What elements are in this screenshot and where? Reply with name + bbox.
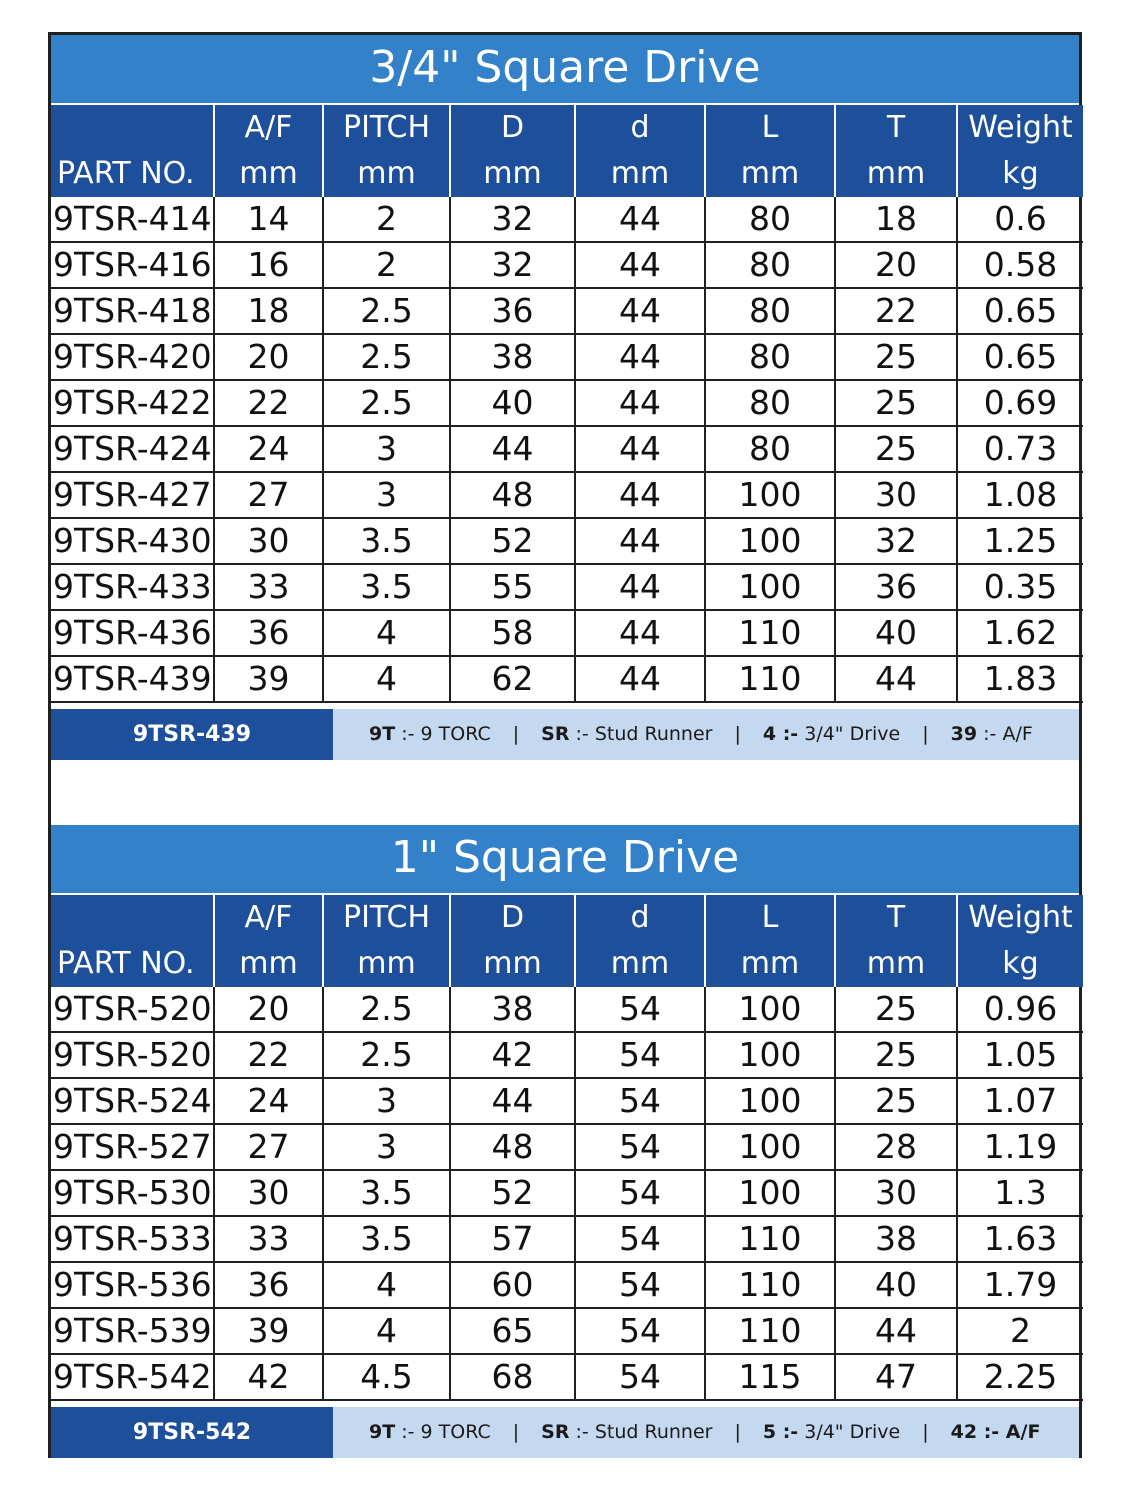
table-cell: 2.5 (323, 288, 450, 334)
table-cell: 54 (575, 1170, 705, 1216)
column-header-label: L (761, 900, 779, 935)
section-title: 3/4" Square Drive (51, 35, 1079, 105)
table-cell: 80 (705, 242, 835, 288)
table-cell: 54 (575, 1124, 705, 1170)
spec-table (51, 895, 1083, 1401)
table-row (51, 334, 1083, 380)
table-cell: 2.5 (323, 334, 450, 380)
legend-separator: | (922, 1421, 929, 1443)
part-number-cell: 9TSR-427 (51, 472, 214, 518)
part-number-cell: 9TSR-542 (51, 1354, 214, 1400)
column-header-unit: mm (610, 156, 670, 191)
table-cell: 80 (705, 426, 835, 472)
table-cell: 44 (575, 197, 705, 242)
column-header-label: T (886, 110, 906, 145)
table-row (51, 1170, 1083, 1216)
table-cell: 4 (323, 610, 450, 656)
column-header-unit: mm (357, 156, 416, 191)
legend-text: :- 9 TORC (395, 1421, 491, 1443)
part-code-legend (51, 1407, 1079, 1458)
part-number-cell: 9TSR-433 (51, 564, 214, 610)
legend-text: :- Stud Runner (569, 1421, 713, 1443)
table-cell: 30 (214, 518, 323, 564)
section-1-square-drive (51, 825, 1079, 1458)
table-cell: 32 (450, 197, 575, 242)
table-cell: 3.5 (323, 564, 450, 610)
column-header-label: d (630, 900, 650, 935)
column-header (705, 895, 835, 987)
table-cell: 3 (323, 1124, 450, 1170)
table-cell: 3 (323, 1078, 450, 1124)
table-cell: 40 (835, 610, 957, 656)
table-cell: 22 (835, 288, 957, 334)
column-header-unit: mm (866, 156, 926, 191)
table-cell: 2.5 (323, 987, 450, 1032)
legend-text: 3/4" Drive (798, 1421, 901, 1443)
header-row (51, 105, 1083, 197)
column-header (575, 105, 705, 197)
table-cell: 4 (323, 1308, 450, 1354)
column-header (835, 105, 957, 197)
table-cell: 54 (575, 1078, 705, 1124)
part-number-cell: 9TSR-424 (51, 426, 214, 472)
table-cell: 36 (450, 288, 575, 334)
column-header-label: PITCH (342, 900, 430, 935)
table-cell: 4.5 (323, 1354, 450, 1400)
table-row (51, 1124, 1083, 1170)
table-cell: 1.07 (957, 1078, 1083, 1124)
table-cell: 110 (705, 1262, 835, 1308)
table-cell: 1.63 (957, 1216, 1083, 1262)
table-cell: 100 (705, 1032, 835, 1078)
column-header-label: L (761, 110, 779, 145)
table-cell: 0.65 (957, 334, 1083, 380)
table-cell: 44 (575, 288, 705, 334)
part-number-cell: 9TSR-539 (51, 1308, 214, 1354)
table-cell: 2 (957, 1308, 1083, 1354)
table-cell: 42 (214, 1354, 323, 1400)
table-cell: 2.25 (957, 1354, 1083, 1400)
column-header (705, 105, 835, 197)
table-cell: 80 (705, 334, 835, 380)
table-cell: 44 (835, 656, 957, 702)
column-header-unit: PART NO. (57, 946, 195, 981)
table-cell: 36 (214, 1262, 323, 1308)
table-cell: 44 (575, 564, 705, 610)
column-header-unit: mm (866, 946, 926, 981)
table-row (51, 656, 1083, 702)
table-cell: 54 (575, 1262, 705, 1308)
part-number-cell: 9TSR-520 (51, 987, 214, 1032)
column-header-unit: mm (239, 946, 298, 981)
table-cell: 30 (835, 472, 957, 518)
part-number-cell: 9TSR-527 (51, 1124, 214, 1170)
table-cell: 20 (835, 242, 957, 288)
table-cell: 110 (705, 1308, 835, 1354)
table-cell: 33 (214, 1216, 323, 1262)
table-cell: 24 (214, 426, 323, 472)
column-header (957, 895, 1083, 987)
part-number-cell: 9TSR-414 (51, 197, 214, 242)
table-cell: 58 (450, 610, 575, 656)
legend-key: 42 :- A/F (950, 1421, 1041, 1443)
column-header-unit: PART NO. (57, 156, 195, 191)
table-cell: 80 (705, 197, 835, 242)
column-header (835, 895, 957, 987)
table-cell: 38 (835, 1216, 957, 1262)
table-cell: 30 (835, 1170, 957, 1216)
table-cell: 0.65 (957, 288, 1083, 334)
legend-text: :- Stud Runner (569, 723, 713, 745)
table-cell: 28 (835, 1124, 957, 1170)
legend-separator: | (922, 723, 929, 745)
table-cell: 100 (705, 1124, 835, 1170)
legend-key: SR (541, 723, 570, 745)
table-cell: 44 (575, 656, 705, 702)
table-cell: 80 (705, 380, 835, 426)
table-cell: 55 (450, 564, 575, 610)
legend-key: 9T (369, 1421, 396, 1443)
table-cell: 24 (214, 1078, 323, 1124)
table-cell: 44 (450, 1078, 575, 1124)
table-cell: 44 (575, 334, 705, 380)
column-header-label: A/F (244, 900, 293, 935)
table-cell: 4 (323, 1262, 450, 1308)
table-cell: 0.96 (957, 987, 1083, 1032)
table-cell: 42 (450, 1032, 575, 1078)
table-cell: 25 (835, 334, 957, 380)
table-row (51, 288, 1083, 334)
table-cell: 100 (705, 564, 835, 610)
table-cell: 4 (323, 656, 450, 702)
table-cell: 44 (575, 518, 705, 564)
table-cell: 3 (323, 472, 450, 518)
table-cell: 38 (450, 334, 575, 380)
part-number-cell: 9TSR-533 (51, 1216, 214, 1262)
section-3-4-square-drive (51, 35, 1079, 760)
column-header (450, 895, 575, 987)
column-header-label: D (500, 900, 525, 935)
column-header-unit: kg (1002, 156, 1039, 191)
table-row (51, 987, 1083, 1032)
table-cell: 100 (705, 518, 835, 564)
table-cell: 44 (575, 472, 705, 518)
table-cell: 44 (450, 426, 575, 472)
table-row (51, 610, 1083, 656)
table-cell: 1.62 (957, 610, 1083, 656)
table-cell: 33 (214, 564, 323, 610)
table-cell: 1.05 (957, 1032, 1083, 1078)
part-number-cell: 9TSR-530 (51, 1170, 214, 1216)
table-row (51, 472, 1083, 518)
part-number-cell: 9TSR-524 (51, 1078, 214, 1124)
table-cell: 36 (214, 610, 323, 656)
table-cell: 25 (835, 987, 957, 1032)
table-cell: 44 (575, 242, 705, 288)
table-cell: 44 (575, 610, 705, 656)
table-cell: 54 (575, 1354, 705, 1400)
part-number-cell: 9TSR-430 (51, 518, 214, 564)
legend-key: 4 :- (762, 723, 799, 745)
table-cell: 1.3 (957, 1170, 1083, 1216)
table-cell: 2.5 (323, 1032, 450, 1078)
column-header (323, 105, 450, 197)
table-cell: 62 (450, 656, 575, 702)
legend-separator: | (734, 1421, 741, 1443)
table-cell: 14 (214, 197, 323, 242)
table-cell: 115 (705, 1354, 835, 1400)
legend-key: 39 (950, 723, 978, 745)
legend-key: 5 :- (762, 1421, 799, 1443)
table-cell: 30 (214, 1170, 323, 1216)
table-cell: 44 (575, 426, 705, 472)
table-cell: 60 (450, 1262, 575, 1308)
table-row (51, 1078, 1083, 1124)
column-header-unit: mm (357, 946, 416, 981)
table-cell: 25 (835, 1078, 957, 1124)
table-row (51, 380, 1083, 426)
code-breakdown (333, 1407, 1079, 1458)
table-cell: 54 (575, 987, 705, 1032)
table-cell: 27 (214, 1124, 323, 1170)
column-header-label: Weight (968, 900, 1073, 935)
table-cell: 22 (214, 380, 323, 426)
column-header (450, 105, 575, 197)
legend-text: :- A/F (977, 723, 1033, 745)
column-header-unit: mm (610, 946, 670, 981)
column-header (575, 895, 705, 987)
table-cell: 54 (575, 1308, 705, 1354)
column-header-part-no (51, 105, 214, 197)
table-row (51, 1262, 1083, 1308)
table-row (51, 1216, 1083, 1262)
column-header (957, 105, 1083, 197)
table-cell: 0.35 (957, 564, 1083, 610)
table-cell: 20 (214, 334, 323, 380)
part-number-cell: 9TSR-416 (51, 242, 214, 288)
part-number-cell: 9TSR-439 (51, 656, 214, 702)
part-number-cell: 9TSR-418 (51, 288, 214, 334)
part-number-cell: 9TSR-536 (51, 1262, 214, 1308)
section-title: 1" Square Drive (51, 825, 1079, 895)
table-cell: 25 (835, 1032, 957, 1078)
table-cell: 38 (450, 987, 575, 1032)
table-cell: 52 (450, 518, 575, 564)
table-cell: 1.19 (957, 1124, 1083, 1170)
table-row (51, 518, 1083, 564)
legend-separator: | (734, 723, 741, 745)
table-cell: 80 (705, 288, 835, 334)
column-header (214, 895, 323, 987)
table-cell: 47 (835, 1354, 957, 1400)
header-row (51, 895, 1083, 987)
example-part-code: 9TSR-542 (51, 1407, 333, 1458)
table-cell: 2 (323, 197, 450, 242)
table-cell: 54 (575, 1032, 705, 1078)
table-cell: 18 (214, 288, 323, 334)
table-cell: 3.5 (323, 1170, 450, 1216)
table-cell: 16 (214, 242, 323, 288)
column-header-unit: mm (740, 156, 800, 191)
table-cell: 100 (705, 987, 835, 1032)
table-cell: 27 (214, 472, 323, 518)
legend-separator: | (512, 723, 520, 745)
column-header-part-no (51, 895, 214, 987)
table-row (51, 1032, 1083, 1078)
column-header-unit: kg (1002, 946, 1039, 981)
table-cell: 48 (450, 1124, 575, 1170)
table-cell: 32 (835, 518, 957, 564)
part-number-cell: 9TSR-436 (51, 610, 214, 656)
column-header-label: A/F (244, 110, 293, 145)
column-header-label: d (630, 110, 650, 145)
table-cell: 1.83 (957, 656, 1083, 702)
table-cell: 65 (450, 1308, 575, 1354)
table-cell: 1.79 (957, 1262, 1083, 1308)
table-row (51, 564, 1083, 610)
part-number-cell: 9TSR-422 (51, 380, 214, 426)
table-cell: 39 (214, 1308, 323, 1354)
table-cell: 18 (835, 197, 957, 242)
table-cell: 110 (705, 656, 835, 702)
spec-sheet-frame (48, 32, 1082, 1458)
part-number-cell: 9TSR-420 (51, 334, 214, 380)
part-code-legend (51, 709, 1079, 760)
legend-key: 9T (369, 723, 396, 745)
table-cell: 52 (450, 1170, 575, 1216)
table-cell: 3.5 (323, 518, 450, 564)
table-cell: 20 (214, 987, 323, 1032)
column-header-unit: mm (239, 156, 298, 191)
example-part-code: 9TSR-439 (51, 709, 333, 760)
table-row (51, 426, 1083, 472)
column-header (214, 105, 323, 197)
part-number-cell: 9TSR-520 (51, 1032, 214, 1078)
table-cell: 2.5 (323, 380, 450, 426)
table-cell: 0.73 (957, 426, 1083, 472)
table-cell: 32 (450, 242, 575, 288)
column-header-label: D (500, 110, 525, 145)
table-cell: 3.5 (323, 1216, 450, 1262)
column-header-unit: mm (483, 156, 542, 191)
column-header-unit: mm (483, 946, 542, 981)
column-header-label: PITCH (342, 110, 430, 145)
table-cell: 1.08 (957, 472, 1083, 518)
legend-text: 3/4" Drive (798, 723, 901, 745)
table-cell: 3 (323, 426, 450, 472)
column-header (323, 895, 450, 987)
table-cell: 2 (323, 242, 450, 288)
table-cell: 110 (705, 610, 835, 656)
spec-table (51, 105, 1083, 703)
table-cell: 68 (450, 1354, 575, 1400)
table-cell: 100 (705, 472, 835, 518)
table-row (51, 197, 1083, 242)
column-header-label: Weight (968, 110, 1073, 145)
table-cell: 0.69 (957, 380, 1083, 426)
legend-key: SR (541, 1421, 570, 1443)
legend-text: :- 9 TORC (395, 723, 491, 745)
table-cell: 100 (705, 1078, 835, 1124)
table-cell: 22 (214, 1032, 323, 1078)
table-cell: 44 (575, 380, 705, 426)
table-cell: 100 (705, 1170, 835, 1216)
legend-separator: | (512, 1421, 520, 1443)
table-cell: 39 (214, 656, 323, 702)
table-row (51, 1308, 1083, 1354)
table-cell: 40 (835, 1262, 957, 1308)
table-cell: 0.6 (957, 197, 1083, 242)
table-cell: 40 (450, 380, 575, 426)
table-cell: 36 (835, 564, 957, 610)
table-cell: 57 (450, 1216, 575, 1262)
column-header-unit: mm (740, 946, 800, 981)
table-cell: 0.58 (957, 242, 1083, 288)
table-cell: 1.25 (957, 518, 1083, 564)
table-cell: 48 (450, 472, 575, 518)
column-header-label: T (886, 900, 906, 935)
table-row (51, 242, 1083, 288)
table-cell: 25 (835, 380, 957, 426)
table-cell: 44 (835, 1308, 957, 1354)
table-cell: 25 (835, 426, 957, 472)
table-row (51, 1354, 1083, 1400)
table-cell: 110 (705, 1216, 835, 1262)
code-breakdown (333, 709, 1079, 760)
table-cell: 54 (575, 1216, 705, 1262)
